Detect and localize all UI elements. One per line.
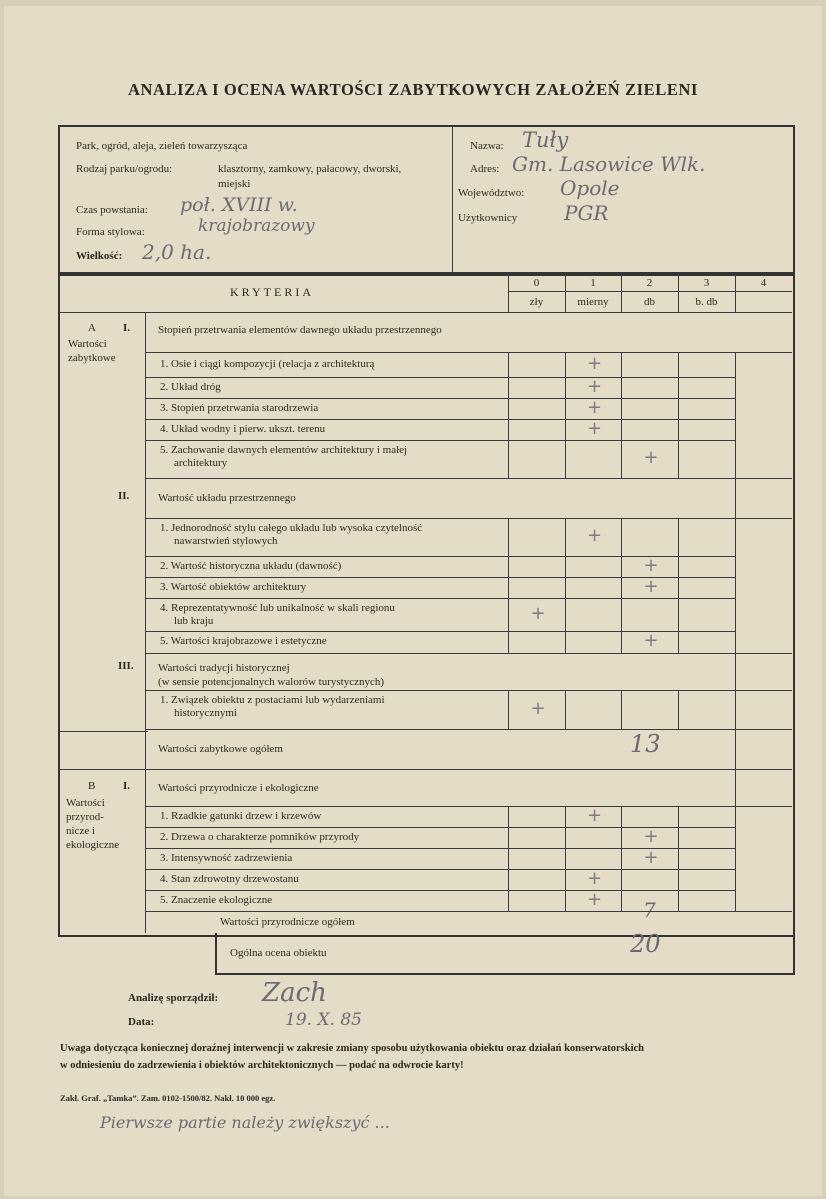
- score-mark: +: [530, 602, 546, 624]
- nazwa-value: Tuły: [522, 128, 569, 152]
- wojewodztwo-value: Opole: [560, 176, 620, 200]
- adres-label: Adres:: [470, 163, 500, 175]
- wojewodztwo-label: Województwo:: [458, 187, 525, 199]
- score-mark: +: [587, 417, 603, 439]
- park-type-label: Park, ogród, aleja, zieleń towarzysząca: [76, 140, 248, 152]
- section-b-title-4: ekologiczne: [66, 839, 120, 851]
- section-a-title-2: zabytkowe: [68, 352, 116, 364]
- score-col-divider: [621, 690, 622, 729]
- criterion-row-rule: [146, 377, 735, 378]
- score-col-divider: [678, 690, 679, 729]
- section-total-rule: [146, 729, 792, 730]
- section-a-code: A: [88, 322, 96, 334]
- group-top-rule: [146, 352, 792, 353]
- criterion-label: 3. Stopień przetrwania starodrzewia: [160, 401, 319, 414]
- score-col-divider: [565, 806, 566, 911]
- score-col-divider: [565, 690, 566, 729]
- right-col-divider: [735, 352, 736, 911]
- score-mark: +: [643, 825, 659, 847]
- uzytkownicy-label: Użytkownicy: [458, 212, 518, 224]
- czas-label: Czas powstania:: [76, 204, 148, 216]
- header-divider: [452, 127, 453, 273]
- scale-number: 0: [533, 277, 540, 289]
- rodzaj-label: Rodzaj parku/ogrodu:: [76, 163, 173, 175]
- section-a-title: Wartości: [68, 338, 107, 350]
- score-col-divider: [508, 352, 509, 478]
- section-a-left-rule: [60, 731, 148, 732]
- score-col-divider: [678, 518, 679, 653]
- criterion-label-cont: lub kraju: [174, 615, 214, 627]
- score-col-divider: [621, 806, 622, 911]
- group-top-rule: [146, 806, 792, 807]
- section-a-total-value: 13: [630, 730, 661, 758]
- scale-col-divider: [735, 273, 736, 313]
- scale-bottom: [60, 312, 792, 313]
- section-a-bottom: [60, 769, 792, 770]
- score-col-divider: [508, 806, 509, 911]
- criterion-row-rule: [146, 598, 735, 599]
- group3-title-2: (w sensie potencjonalnych walorów turystycznych): [158, 676, 385, 688]
- rodzaj-options-2: miejski: [218, 178, 251, 190]
- criterion-label: 2. Drzewa o charakterze pomników przyrody: [160, 830, 360, 843]
- criterion-label: 1. Związek obiektu z postaciami lub wydarzeniami: [160, 694, 385, 706]
- group2-title: Wartość układu przestrzennego: [158, 492, 296, 504]
- scale-col-divider: [565, 273, 566, 313]
- criterion-label-cont: historycznymi: [174, 707, 237, 719]
- score-mark: +: [587, 888, 603, 910]
- score-mark: +: [643, 630, 659, 651]
- overall-label: Ogólna ocena obiektu: [230, 947, 327, 959]
- criterion-label-cont: nawarstwień stylowych: [174, 535, 278, 547]
- date-label: Data:: [128, 1016, 155, 1028]
- section-b-group-title: Wartości przyrodnicze i ekologiczne: [158, 782, 319, 794]
- criterion-label: 5. Wartości krajobrazowe i estetyczne: [160, 635, 327, 647]
- uzytkownicy-value: PGR: [564, 201, 609, 225]
- score-col-divider: [508, 518, 509, 653]
- scale-col-divider: [508, 273, 509, 313]
- section-a-total-label: Wartości zabytkowe ogółem: [158, 743, 283, 755]
- criterion-label-cont: architektury: [174, 457, 228, 469]
- wielkosc-label: Wielkość:: [76, 250, 123, 262]
- nazwa-label: Nazwa:: [470, 140, 504, 152]
- section-b-title-3: nicze i: [66, 825, 96, 837]
- overall-value: 20: [630, 930, 661, 958]
- score-col-divider: [565, 352, 566, 478]
- score-col-divider: [508, 690, 509, 729]
- wielkosc-value: 2,0 ha.: [142, 240, 212, 264]
- adres-value: Gm. Lasowice Wlk.: [512, 152, 706, 176]
- section-b-bottom: [146, 911, 792, 912]
- section-b-title: Wartości: [66, 797, 105, 809]
- scale-col-divider: [621, 273, 622, 313]
- score-col-divider: [678, 806, 679, 911]
- handwritten-note: Pierwsze partie należy zwiększyć ...: [100, 1113, 390, 1132]
- forma-value: krajobrazowy: [198, 216, 315, 236]
- forma-label: Forma stylowa:: [76, 226, 145, 238]
- criterion-label: 1. Rzadkie gatunki drzew i krzewów: [160, 809, 322, 822]
- criterion-label: 3. Wartość obiektów architektury: [160, 580, 307, 593]
- printer-note: Zakł. Graf. „Tamka”. Zam. 0102-1500/82. Nakł. 10 000 egz.: [60, 1093, 276, 1103]
- criterion-label: 2. Wartość historyczna układu (dawność): [160, 559, 342, 572]
- score-col-divider: [621, 352, 622, 478]
- scale-label: db: [644, 296, 655, 308]
- section-a-group2-roman: II.: [118, 490, 130, 502]
- czas-value: poł. XVIII w.: [180, 194, 298, 216]
- scale-col-divider: [678, 273, 679, 313]
- group3-title: Wartości tradycji historycznej: [158, 662, 290, 674]
- analyst-label: Analizę sporządził:: [128, 992, 219, 1004]
- score-mark: +: [643, 447, 659, 468]
- group1-title: Stopień przetrwania elementów dawnego układu przestrzennego: [158, 324, 442, 336]
- analyst-signature: Zach: [262, 978, 327, 1008]
- group-bottom-rule: [146, 653, 792, 654]
- criterion-label: 1. Osie i ciągi kompozycji (relacja z architekturą: [160, 357, 375, 370]
- score-mark: +: [587, 352, 603, 374]
- scale-label: b. db: [695, 296, 718, 308]
- score-col-divider: [678, 352, 679, 478]
- score-col-divider: [621, 518, 622, 653]
- rodzaj-options: klasztorny, zamkowy, pałacowy, dworski,: [218, 163, 402, 175]
- scale-number: 3: [703, 277, 710, 289]
- score-mark: +: [587, 396, 603, 418]
- criterion-label: 4. Reprezentatywność lub unikalność w skali regionu: [160, 602, 395, 614]
- group-top-rule: [146, 518, 792, 519]
- section-b-roman: I.: [123, 780, 131, 792]
- criterion-label: 3. Intensywność zadrzewienia: [160, 851, 293, 864]
- section-b-code: B: [88, 780, 96, 792]
- scale-number: 1: [590, 277, 596, 289]
- criteria-left-divider: [145, 313, 146, 933]
- criterion-label: 2. Układ dróg: [160, 380, 221, 393]
- score-mark: +: [587, 525, 603, 546]
- score-mark: +: [587, 375, 603, 397]
- section-a-group3-roman: III.: [118, 660, 134, 672]
- section-b-title-2: przyrod-: [66, 811, 104, 823]
- note-line-1: Uwaga dotycząca koniecznej doraźnej interwencji w zakresie zmiany sposobu użytkowania obiektu oraz działań konserwatorskich: [60, 1043, 644, 1054]
- note-line-2: w odniesieniu do zadrzewienia i obiektów architektonicznych — podać na odwrocie karty!: [60, 1060, 464, 1071]
- criterion-label: 1. Jednorodność stylu całego układu lub wysoka czytelność: [160, 522, 423, 534]
- criterion-row-rule: [146, 869, 735, 870]
- group-bottom-rule: [146, 478, 792, 479]
- criterion-label: 4. Stan zdrowotny drzewostanu: [160, 872, 299, 885]
- criterion-row-rule: [146, 440, 735, 441]
- group-top-rule: [146, 690, 792, 691]
- score-mark: +: [530, 697, 546, 719]
- score-mark: +: [587, 867, 603, 889]
- criteria-heading: KRYTERIA: [230, 285, 314, 299]
- score-mark: +: [643, 846, 659, 868]
- criterion-row-rule: [146, 398, 735, 399]
- scale-label: zły: [529, 296, 544, 308]
- form-title: ANALIZA I OCENA WARTOŚCI ZABYTKOWYCH ZAŁOŻEŃ ZIELENI: [127, 80, 699, 99]
- scale-divider: [508, 291, 792, 292]
- criterion-row-rule: [146, 419, 735, 420]
- criterion-label: 4. Układ wodny i pierw. ukszt. terenu: [160, 422, 326, 435]
- scale-number: 4: [760, 277, 767, 289]
- section-b-total-value: 7: [643, 898, 656, 922]
- section-a-roman: I.: [123, 322, 131, 334]
- criterion-label: 5. Znaczenie ekologiczne: [160, 893, 273, 906]
- score-mark: +: [643, 554, 659, 576]
- score-col-divider: [565, 518, 566, 653]
- scale-number: 2: [646, 277, 653, 289]
- score-mark: +: [643, 575, 659, 597]
- date-value: 19. X. 85: [285, 1010, 362, 1030]
- criterion-label: 5. Zachowanie dawnych elementów architektury i małej: [160, 444, 408, 456]
- score-mark: +: [587, 804, 603, 826]
- section-b-total-label: Wartości przyrodnicze ogółem: [220, 916, 355, 928]
- criterion-row-rule: [146, 890, 735, 891]
- scale-label: mierny: [577, 296, 609, 308]
